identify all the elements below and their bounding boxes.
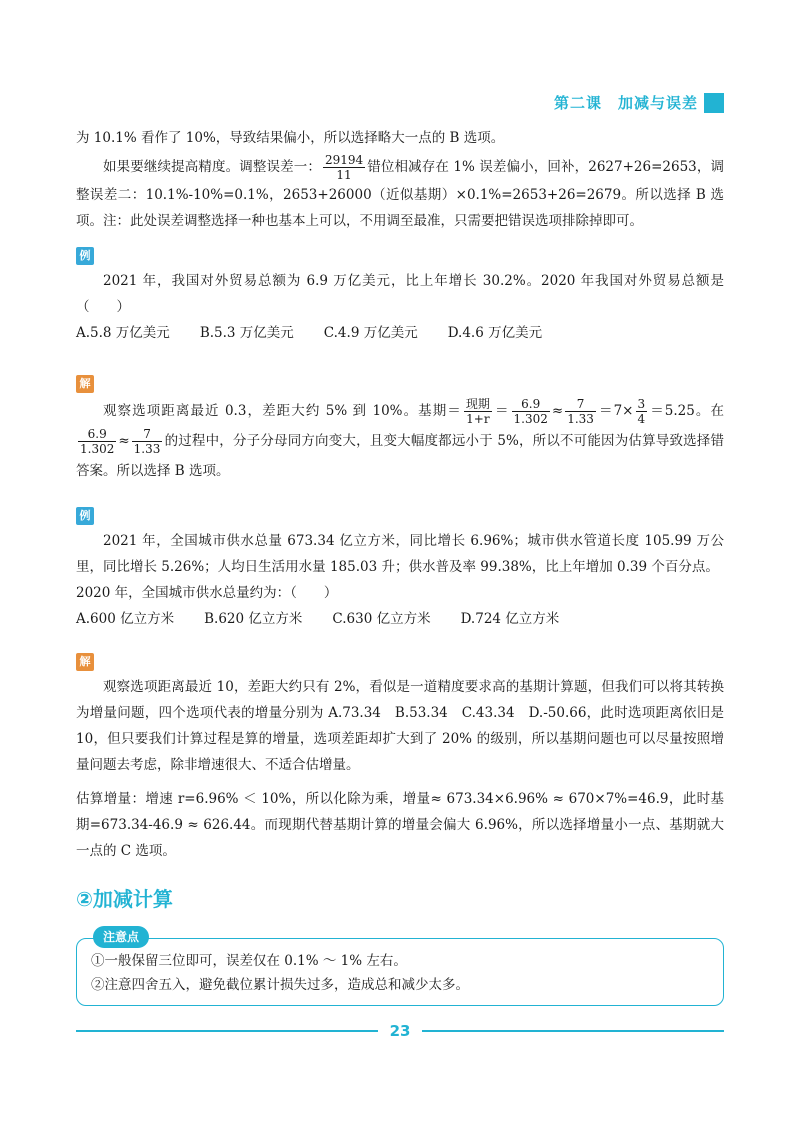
option-d: D.724 亿立方米 (460, 611, 560, 627)
refinement-text-pre: 如果要继续提高精度。调整误差一： (103, 159, 321, 175)
page-header (554, 92, 724, 113)
fraction-base-formula: $\frac{\text{现期}}{1+r}$ (465, 397, 490, 426)
fraction-7-1.33-b: $\frac{7}{1.33}$ (133, 427, 161, 456)
refinement-text-post: 错位相减存在 1% 误差偏小，回补，2627+26=2653，调整误差二：10.1%-10%=0.1%，2653+26000（近似基期）×0.1%=2653+26=2679。所以选择 B 选项。注：此处误差调整选择一种也基本上可以，不用调至最准，只需要把错误选项排除掉即可。 (76, 159, 725, 229)
example-2-options (76, 606, 724, 632)
note-tag: 注意点 (93, 926, 149, 948)
page-number: 23 (389, 1022, 411, 1040)
example-tag: 例 (76, 247, 94, 265)
solution-tag: 解 (76, 653, 94, 671)
header-square-icon (704, 93, 724, 113)
fraction-29194-11: $\frac{29194}{11}$ (324, 153, 364, 182)
option-b: B.620 亿立方米 (204, 611, 303, 627)
solution-1-tag-row (76, 372, 724, 396)
solution-2-tag-row (76, 650, 724, 674)
page-footer (76, 1020, 724, 1042)
note-item-1: ①一般保留三位即可，误差仅在 0.1% ～ 1% 左右。 (91, 953, 407, 969)
option-d: D.4.6 万亿美元 (447, 325, 543, 341)
footer-line-left (76, 1030, 378, 1032)
page-content (76, 125, 724, 1006)
solution-tag: 解 (76, 375, 94, 393)
example-1-tag-row (76, 244, 724, 268)
option-a: A.5.8 万亿美元 (76, 325, 170, 341)
example-2-tag-row (76, 504, 724, 528)
note-item-2: ②注意四舍五入，避免截位累计损失过多，造成总和减少太多。 (91, 977, 469, 993)
fraction-6.9-1.302: $\frac{6.9}{1.302}$ (513, 397, 548, 426)
fraction-6.9-1.302-b: $\frac{6.9}{1.302}$ (80, 427, 115, 456)
solution-2-paragraph-2: 估算增量：增速 r=6.96% ＜ 10%，所以化除为乘，增量≈ 673.34×6.96% ≈ 670×7%=46.9，此时基期=673.34-46.9 ≈ 626.44。而现期代替基期计算的增量会偏大 6.96%，所以选择增量小一点、基期就大一点的 C 选项。 (76, 791, 724, 859)
option-c: C.4.9 万亿美元 (323, 325, 418, 341)
example-2-question-line: 2020 年，全国城市供水总量约为：（ ） (76, 585, 338, 601)
fraction-7-1.33: $\frac{7}{1.33}$ (567, 397, 594, 426)
solution-1-text: 观察选项距离最近 0.3，差距大约 5% 到 10%。基期＝ $\frac{\text{现期}}{1+r}$ ＝ $\frac{6.9}{1.302}$ ≈ $\frac{7}{1.33}$ ＝7× $\frac{3}{4}$ ＝5.25。在 $\frac{6.9}{1.302}$ ≈ $\frac{7}{1.33}$ 的过程中，分子分母同方向变大，且变大幅度都远小于 5%，所以不可能因为估算导致选择错答案。所以选择 B 选项。 (76, 397, 725, 479)
example-2-question: 2021 年，全国城市供水总量 673.34 亿立方米，同比增长 6.96%；城市供水管道长度 105.99 万公里，同比增长 5.26%；人均日生活用水量 185.03 升；供水普及率 99.38%，比上年增加 0.39 个百分点。 (76, 533, 724, 575)
example-1-question: 2021 年，我国对外贸易总额为 6.9 万亿美元，比上年增长 30.2%。2020 年我国对外贸易总额是（ ） (76, 273, 724, 315)
solution-2-paragraph-1: 观察选项距离最近 10，差距大约只有 2%，看似是一道精度要求高的基期计算题，但我们可以将其转换为增量问题，四个选项代表的增量分别为 A.73.34 B.53.34 C.43.34 D.-50.66，此时选项距离依旧是 10，但只要我们计算过程是算的增量，选项差距却扩大到了 20% 的级别，所以基期问题也可以尽量按照增量问题去考虑，除非增速很大、不适合估增量。 (76, 679, 724, 773)
paragraph-refinement (76, 153, 724, 234)
footer-line-right (422, 1030, 724, 1032)
option-a: A.600 亿立方米 (76, 611, 175, 627)
note-box (76, 930, 724, 1006)
chapter-title: 第二课 加减与误差 (553, 94, 698, 112)
fraction-3-4: $\frac{3}{4}$ (637, 397, 646, 426)
section-title: ②加减计算 (76, 887, 173, 911)
option-c: C.630 亿立方米 (332, 611, 431, 627)
paragraph-continuation: 为 10.1% 看作了 10%，导致结果偏小，所以选择略大一点的 B 选项。 (76, 130, 505, 146)
option-b: B.5.3 万亿美元 (199, 325, 294, 341)
example-1-options (76, 320, 724, 346)
example-tag: 例 (76, 507, 94, 525)
